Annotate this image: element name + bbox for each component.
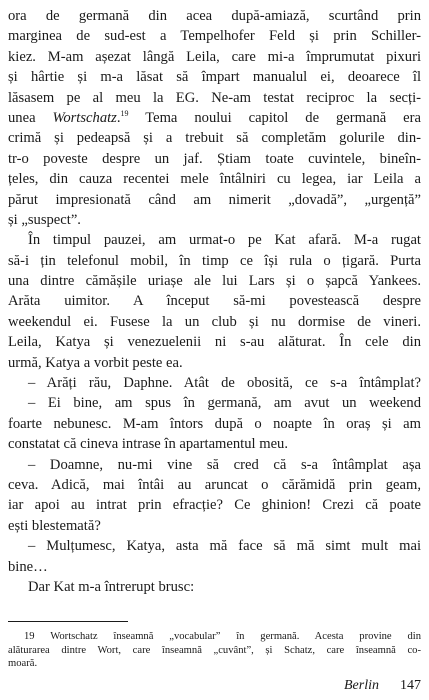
text-line: Leila, Katya și venezuelenii ni s-au alăturat. În cele din	[8, 334, 421, 351]
text-line: Arăta uimitor. A început să-mi povestească despre	[8, 293, 421, 310]
text-line: Dar Kat m-a întrerupt brusc:	[28, 578, 195, 595]
text-line	[8, 108, 421, 128]
text-line: weekendul ei. Fusese la un club și nu dormise de vineri.	[8, 313, 421, 330]
text-line: tr-o poveste despre un jaf. Știam toate cuvintele, bineîn-	[8, 150, 421, 167]
text-line: țeles, din cauza recentei mele întâlniri cu legea, iar Leila a	[8, 171, 421, 188]
text-line: ești blestemată?	[8, 517, 101, 534]
text-line: și hârtie și m-a lăsat să împart manualul ei, deoarece îl	[8, 69, 421, 86]
page-number: 147	[400, 678, 421, 693]
book-page	[8, 0, 421, 700]
line-segment: .	[116, 109, 121, 126]
line-segment: Tema noului capitol de germană era	[128, 109, 422, 126]
italic-term: Wortschatz	[52, 109, 117, 126]
text-line: una dintre cămășile uriașe ale lui Lars și o șapcă Yankees.	[8, 273, 421, 290]
text-line: În timpul pauzei, am urmat-o pe Kat afară. M-a rugat	[28, 232, 421, 249]
footnote-line: moară.	[8, 658, 38, 670]
text-line: iar apoi au intrat prin efracție? Ce ghinion! Crezi că poate	[8, 497, 421, 514]
text-line: marginea de sud-est a Tempelhofer Feld și prin Schiller-	[8, 28, 421, 45]
running-title: Berlin	[344, 678, 379, 693]
text-line: – Arăți rău, Daphne. Atât de obosită, ce s-a întâmplat?	[28, 375, 421, 392]
text-line: – Ei bine, am spus în germană, am avut un weekend	[28, 395, 421, 412]
text-line: să-i țin telefonul mobil, în timp ce își rula o țigară. Purta	[8, 252, 421, 269]
text-line: kiez. M-am așezat lângă Leila, care mi-a împrumutat pixuri	[8, 48, 421, 65]
text-line: ora de germană din acea după-amiază, scurtând prin	[8, 8, 421, 24]
text-line: lăsasem pe al meu la EG. Ne-am testat reciproc la secți-	[8, 89, 421, 106]
footnote-rule	[8, 621, 128, 622]
text-line: și „suspect”.	[8, 211, 81, 228]
line-segment: unea	[8, 109, 53, 126]
footnote-line: alăturarea dintre Wort, care înseamnă „cuvânt”, și Schatz, care înseamnă co-	[8, 644, 421, 656]
text-line: părut impresionată când am nimerit „dovadă”, „urgență”	[8, 191, 421, 208]
body-text	[8, 6, 421, 597]
text-line: – Doamne, nu-mi vine să cred că s-a întâmplat așa	[28, 456, 421, 473]
text-line: urmă, Katya a vorbit peste ea.	[8, 354, 183, 371]
text-line: – Mulțumesc, Katya, asta mă face să mă simt mult mai	[28, 538, 421, 555]
footnote-line: 19 Wortschatz înseamnă „vocabular” în germană. Acesta provine din	[24, 631, 421, 642]
footnote	[8, 630, 421, 671]
text-line: foarte nebunesc. M-am întors după o noapte în oraș și am	[8, 415, 421, 432]
text-line: bine…	[8, 558, 48, 575]
footnote-marker: 19	[120, 109, 129, 119]
text-line: ceva. Adică, mai întâi au aruncat o cărămidă prin geam,	[8, 476, 421, 493]
text-line: crimă și pedeapsă și a trebuit să completăm golurile din-	[8, 130, 421, 147]
text-line: constatat că cineva intrase în apartamentul meu.	[8, 436, 288, 453]
